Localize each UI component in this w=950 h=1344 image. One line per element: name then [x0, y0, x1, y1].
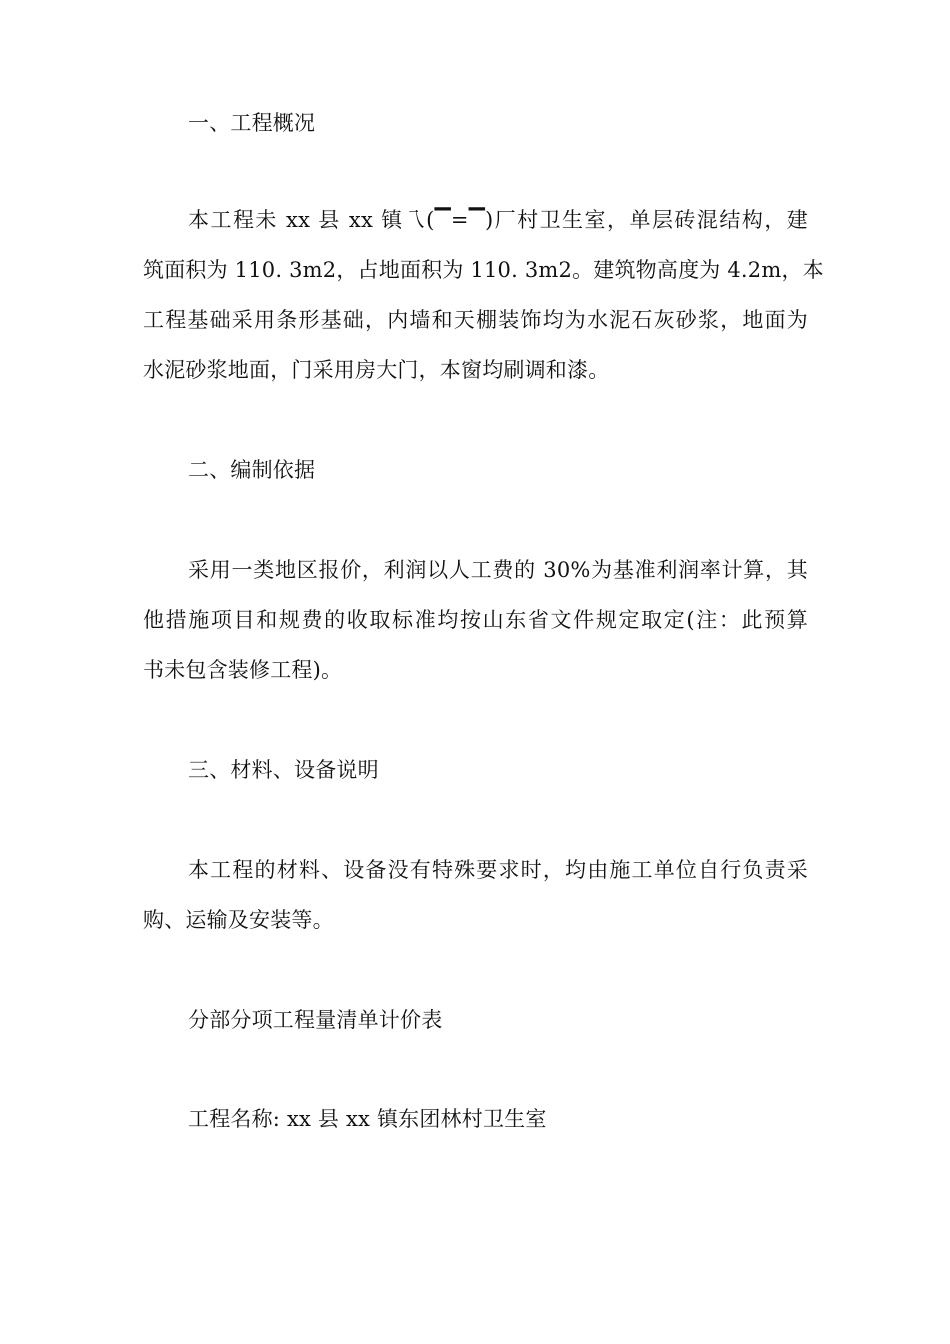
overview-paragraph-line-4: 水泥砂浆地面，门采用房大门，本窗均刷调和漆。: [143, 358, 610, 382]
project-name: 工程名称: xx 县 xx 镇东团林村卫生室: [188, 1107, 547, 1131]
materials-paragraph-line-2: 购、运输及安装等。: [143, 908, 334, 932]
basis-paragraph-line-3: 书未包含装修工程)。: [143, 658, 343, 682]
overview-paragraph-line-1: 本工程未 xx 县 xx 镇乁(▔=▔)厂村卫生室，单层砖混结构，建: [188, 208, 808, 232]
section-heading-overview: 一、工程概况: [188, 111, 316, 135]
table-title: 分部分项工程量清单计价表: [188, 1008, 443, 1032]
overview-paragraph-line-3: 工程基础采用条形基础，内墙和天棚装饰均为水泥石灰砂浆，地面为: [143, 308, 808, 332]
materials-paragraph-line-1: 本工程的材料、设备没有特殊要求时，均由施工单位自行负责采: [188, 858, 808, 882]
basis-paragraph-line-1: 采用一类地区报价，利润以人工费的 30%为基准利润率计算，其: [188, 558, 808, 582]
overview-paragraph-line-2: 筑面积为 110. 3m2，占地面积为 110. 3m2。建筑物高度为 4.2m，本: [143, 258, 824, 282]
basis-paragraph-line-2: 他措施项目和规费的收取标准均按山东省文件规定取定(注：此预算: [143, 608, 808, 632]
section-heading-materials: 三、材料、设备说明: [188, 758, 379, 782]
section-heading-basis: 二、编制依据: [188, 458, 316, 482]
